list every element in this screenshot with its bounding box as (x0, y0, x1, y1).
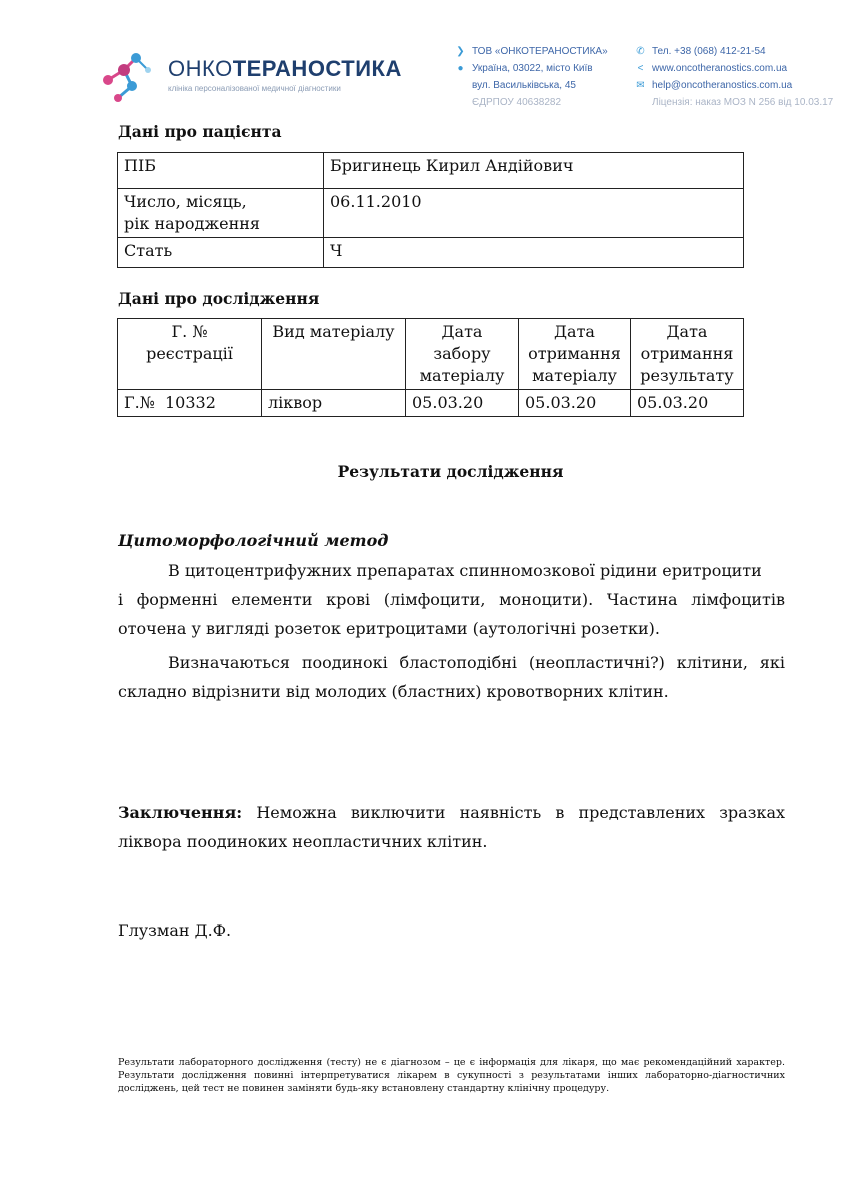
company-contacts-block (634, 43, 833, 111)
patient-section-title: Дані про пацієнта (118, 122, 282, 141)
material-type: ліквор (262, 390, 406, 417)
address-line-2: вул. Васильківська, 45 (472, 80, 576, 91)
method-title: Цитоморфологічний метод (118, 531, 389, 550)
company-legal-name: ТОВ «ОНКОТЕРАНОСТИКА» (472, 46, 608, 57)
company-address-block (454, 43, 608, 111)
conclusion-label: Заключення: (118, 803, 243, 822)
patient-row-birthdate (118, 189, 744, 238)
patient-label: Стать (118, 238, 324, 268)
collection-date: 05.03.20 (406, 390, 519, 417)
doctor-signature: Глузман Д.Ф. (118, 921, 232, 940)
study-header-row (118, 319, 744, 390)
conclusion-block: Заключення: Неможна виключити наявність в представлених зразках ліквора поодиноких неопластичних клітин. (118, 803, 786, 851)
company-name-logo: ОНКОТЕРАНОСТИКА (168, 56, 402, 81)
patient-value: Ч (324, 238, 744, 268)
company-logo-icon (96, 40, 158, 108)
registration-number: Г.№ 10332 (118, 390, 262, 417)
patient-label: Число, місяць, рік народження (118, 189, 324, 238)
results-paragraph-2: Визначаються поодинокі бластоподібні (неопластичні?) клітини, які складно відрізнити від молодих (бластних) кровотворних клітин. (118, 653, 785, 701)
patient-value: Бригинець Кирил Андійович (324, 153, 744, 189)
chevron-right-icon: ❯ (456, 46, 465, 57)
column-header: Дата отримання матеріалу (519, 319, 631, 390)
patient-value: 06.11.2010 (324, 189, 744, 238)
phone-icon: ✆ (636, 46, 645, 57)
license-text: Ліцензія: наказ МОЗ N 256 від 10.03.17 (652, 97, 834, 108)
received-date: 05.03.20 (519, 390, 631, 417)
results-title: Результати дослідження (337, 462, 564, 481)
table-row (118, 390, 744, 417)
patient-row-sex (118, 238, 744, 268)
share-icon: < (637, 63, 644, 74)
column-header: Вид матеріалу (262, 319, 406, 390)
company-tagline: клініка персоналізованої медичної діагностики (168, 84, 341, 93)
email-link: help@oncotheranostics.com.ua (652, 80, 793, 91)
column-header: Дата забору матеріалу (406, 319, 519, 390)
patient-table (117, 152, 744, 268)
patient-label: ПІБ (118, 153, 324, 189)
location-pin-icon: ● (457, 63, 464, 74)
results-paragraph-1: В цитоцентрифужних препаратах спинномозкової рідини еритроцити і форменні елементи крові (лімфоцити, моноцити). Частина лімфоцитів оточена у вигляді розеток еритроцитами (аутологічні розетки). (118, 561, 785, 638)
conclusion-text: Неможна виключити наявність в представлених зразках (256, 803, 786, 822)
study-table (117, 318, 744, 417)
mail-icon: ✉ (636, 80, 645, 91)
study-section-title: Дані про дослідження (118, 289, 320, 308)
edrpou-code: ЄДРПОУ 40638282 (472, 97, 561, 108)
phone-number: Тел. +38 (068) 412-21-54 (652, 46, 766, 57)
footer-disclaimer: Результати лабораторного дослідження (тесту) не є діагнозом – це є інформація для лікаря, що має рекомендаційний характер. Результати дослідження повинні інтерпретуватися лікарем в сукупності з результатами інших лабораторно-діагностичних досліджень, цей тест не повинен заміняти будь-яку встановлену стандартну клінічну процедуру. (118, 1057, 785, 1094)
address-line-1: Україна, 03022, місто Київ (472, 63, 593, 74)
result-date: 05.03.20 (631, 390, 744, 417)
website-link: www.oncotheranostics.com.ua (652, 63, 788, 74)
patient-row-name (118, 153, 744, 189)
column-header: Г. № реєстрації (118, 319, 262, 390)
column-header: Дата отримання результату (631, 319, 744, 390)
